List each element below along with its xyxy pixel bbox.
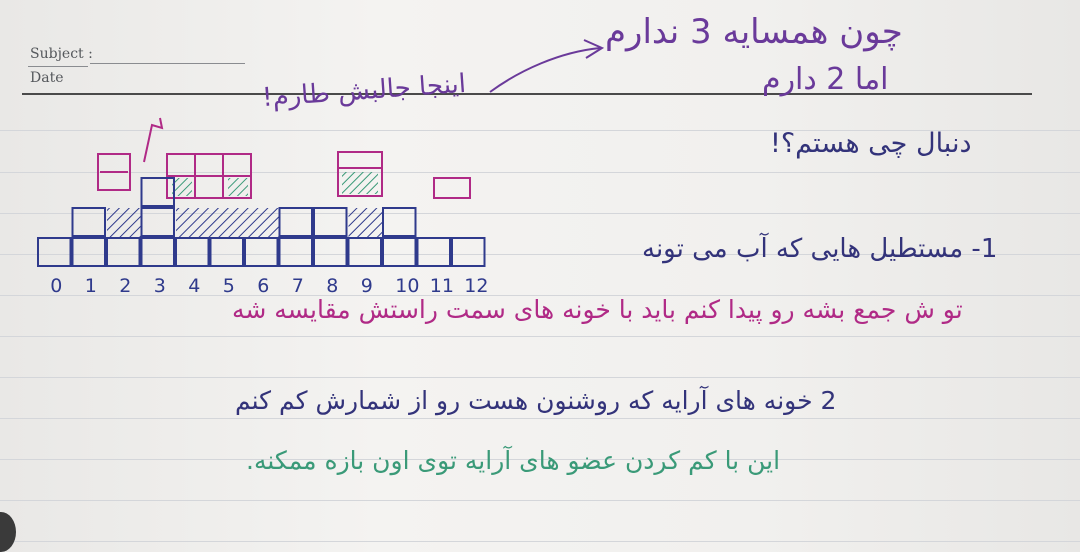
bar-block-2-0 — [107, 238, 140, 266]
water-cell-9 — [349, 208, 384, 238]
bar-block-7-1 — [280, 208, 313, 236]
bar-block-10-0 — [383, 238, 416, 266]
tick-label-0: 0 — [50, 275, 63, 297]
bar-block-8-1 — [314, 208, 347, 236]
item2-line1: 2 خونه های آرایه که روشنون هست رو از شمارش کم کنم — [235, 386, 837, 415]
bar-block-10-1 — [383, 208, 416, 236]
bar-block-12-0 — [452, 238, 485, 266]
bar-block-1-0 — [73, 238, 106, 266]
water-cell-2 — [107, 208, 142, 238]
top-row-magenta-boxes — [98, 152, 470, 198]
tick-label-8: 8 — [326, 275, 339, 297]
item1-line2: تو ش جمع بشه رو پیدا کنم باید با خونه های سمت راستش مقایسه شه — [232, 295, 963, 324]
tick-label-2: 2 — [119, 275, 132, 297]
tick-label-12: 12 — [464, 275, 489, 297]
pointer-mark — [144, 118, 162, 162]
bar-block-1-1 — [73, 208, 106, 236]
bar-block-3-1 — [142, 208, 175, 236]
water-cell-5 — [211, 208, 246, 238]
subject-label: Subject : — [30, 46, 93, 62]
neighbor-note-line1: چون همسایه 3 ندارم — [605, 12, 903, 52]
tick-label-10: 10 — [395, 275, 420, 297]
item2-line2: این با کم کردن عضو های آرایه توی اون بازه ممکنه. — [246, 446, 781, 475]
item1-line1: 1- مستطیل هایی که آب می تونه — [642, 234, 998, 264]
tick-label-1: 1 — [84, 275, 97, 297]
bar-block-3-2 — [142, 178, 175, 206]
bar-block-7-0 — [280, 238, 313, 266]
arrow-to-neighbor-note — [490, 48, 600, 92]
tick-label-7: 7 — [291, 275, 304, 297]
tick-label-4: 4 — [188, 275, 201, 297]
tick-label-5: 5 — [222, 275, 235, 297]
bar-block-11-0 — [418, 238, 451, 266]
neighbor-note-line2: اما 2 دارم — [762, 62, 889, 97]
date-label: Date — [30, 70, 64, 86]
bar-block-4-0 — [176, 238, 209, 266]
tick-label-3: 3 — [153, 275, 166, 297]
tick-label-6: 6 — [257, 275, 270, 297]
bar-block-0-0 — [38, 238, 71, 266]
here-note: اینجا جالبش طارم! — [261, 68, 467, 114]
bar-block-8-0 — [314, 238, 347, 266]
bar-block-3-0 — [142, 238, 175, 266]
bar-block-6-0 — [245, 238, 278, 266]
bar-block-5-0 — [211, 238, 244, 266]
question-heading: دنبال چی هستم؟! — [770, 128, 972, 159]
water-cell-6 — [245, 208, 280, 238]
tick-label-11: 11 — [429, 275, 454, 297]
tick-label-9: 9 — [360, 275, 373, 297]
bar-block-9-0 — [349, 238, 382, 266]
water-cell-4 — [176, 208, 211, 238]
